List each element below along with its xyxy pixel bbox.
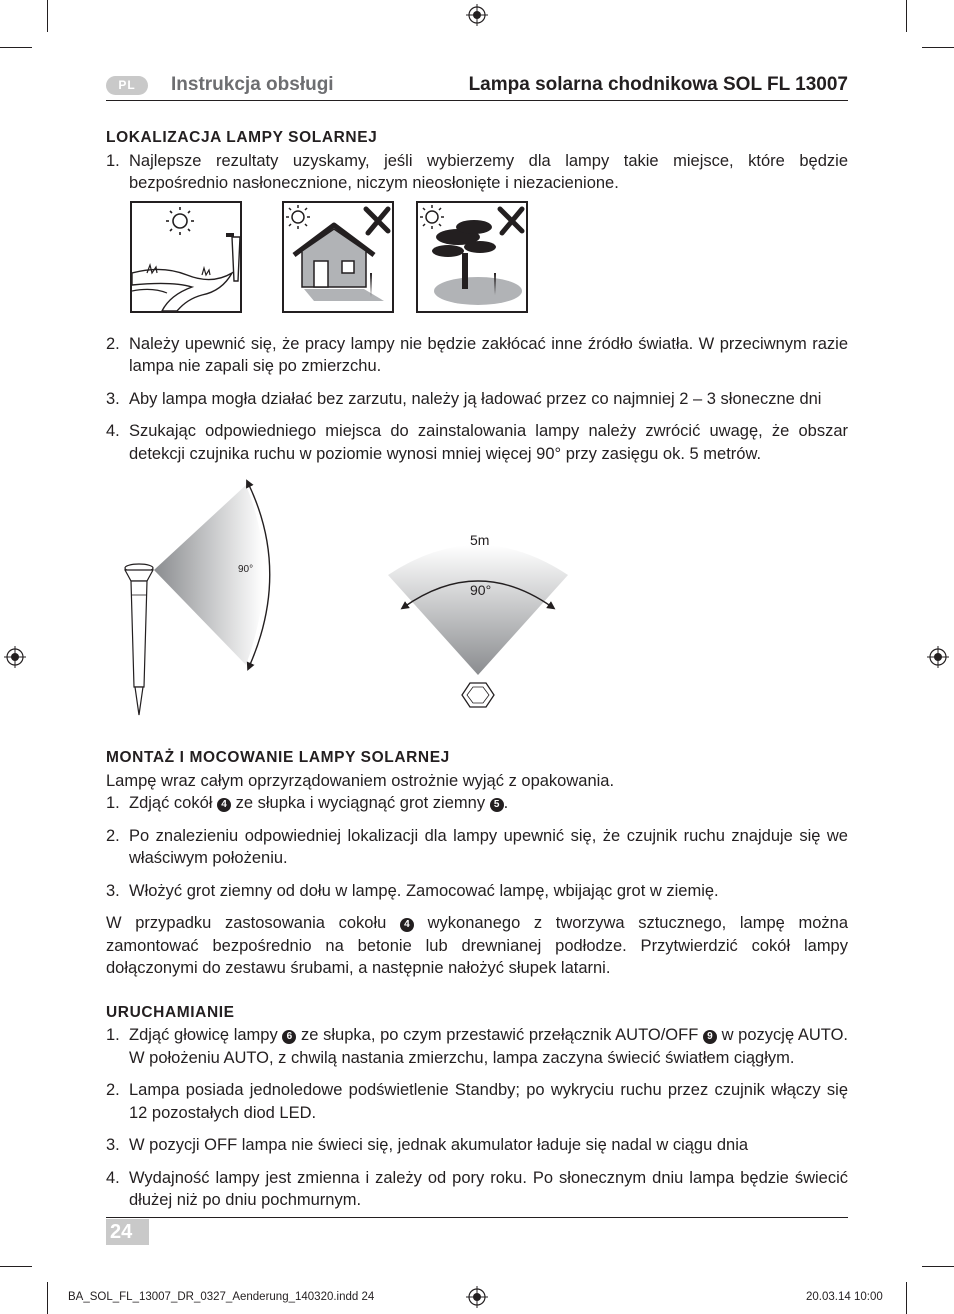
print-slug-timestamp: 20.03.14 10:00 (806, 1291, 883, 1303)
page-header (106, 72, 848, 101)
page-number: 24 (106, 1219, 149, 1245)
section-heading-mounting: MONTAŻ I MOCOWANIE LAMPY SOLARNEJ (106, 749, 450, 766)
house-icon (294, 225, 384, 301)
mounting-intro: Lampę wraz całym oprzyrządowaniem ostrożnie wyjąć z opakowania. (106, 771, 615, 790)
list-number: 1. (106, 794, 120, 812)
lamp-icon (226, 233, 240, 281)
list-number: 3. (106, 1136, 120, 1154)
section-heading-location: LOKALIZACJA LAMPY SOLARNEJ (106, 129, 378, 146)
lamp-side-icon (125, 564, 153, 715)
list-number: 4. (106, 1168, 120, 1187)
list-number: 3. (106, 389, 120, 408)
list-number: 1. (106, 151, 120, 170)
cross-icon (500, 209, 522, 233)
detection-diagram-svg (106, 475, 848, 737)
list-item (106, 1079, 848, 1124)
section-heading-startup: URUCHAMIANIE (106, 1003, 235, 1021)
tree-shade-image (416, 201, 528, 313)
list-text: Należy upewnić się, że pracy lampy nie będzie zakłócać inne źródło światła. W przeciwnym razie lampa nie zapali się po zmierzchu. (129, 334, 848, 375)
footer-rule (106, 1217, 848, 1218)
crop-mark (47, 1282, 48, 1314)
list-text: Wydajność lampy jest zmienna i zależy od pory roku. Po słonecznym dniu lampa będzie świecić dłużej niż po dniu pochmurnym. (129, 1168, 848, 1209)
house-shade-image (282, 201, 394, 313)
list-text: Po znalezieniu odpowiedniej lokalizacji dla lampy upewnić się, że czujnik ruchu znajduje się we właściwym położeniu. (129, 826, 848, 867)
registration-mark-icon (4, 646, 26, 668)
header-left-title: Instrukcja obsługi (171, 74, 334, 95)
sun-icon (286, 205, 310, 229)
registration-mark-icon (466, 4, 488, 26)
detection-area-diagram (106, 475, 848, 737)
crop-mark (0, 1266, 32, 1267)
list-item (106, 1024, 848, 1069)
part-number-badge: 9 (703, 1030, 717, 1044)
header-right-title: Lampa solarna chodnikowa SOL FL 13007 (468, 74, 848, 95)
list-number: 3. (106, 881, 120, 900)
sun-icon (420, 205, 444, 229)
top-detection-cone (388, 545, 568, 675)
list-text: w pozycję AUTO. W położeniu AUTO, z chwilą nastania zmierzchu, lampa zaczyna świecić światłem ciągłym. (129, 1026, 849, 1067)
crop-mark (906, 0, 907, 32)
registration-mark-icon (927, 646, 949, 668)
list-number: 1. (106, 1026, 120, 1044)
crop-mark (922, 1266, 954, 1267)
list-text: W pozycji OFF lampa nie świeci się, jednak akumulator ładuje się nadal w ciągu dnia (129, 1136, 749, 1154)
list-number: 2. (106, 826, 120, 845)
list-text: Aby lampa mogła działać bez zarzutu, należy ją ładować przez co najmniej 2 – 3 słoneczne dni (129, 389, 822, 408)
list-item (106, 150, 848, 195)
placement-illustrations (106, 201, 848, 313)
page-content (106, 127, 848, 1222)
list-text: . (503, 794, 509, 812)
cross-icon (366, 209, 388, 233)
good-placement-image (130, 201, 242, 313)
list-text: Najlepsze rezultaty uzyskamy, jeśli wybierzemy dla lampy takie miejsce, które będzie bezpośrednio nasłonecznione, niczym nieosłonięte i niezacienione. (129, 151, 848, 192)
paragraph-text: W przypadku zastosowania cokołu (106, 914, 400, 932)
list-text: Lampa posiada jednoledowe podświetlenie Standby; po wykryciu ruchu przez czujnik włączy się 12 pozostałych diod LED. (129, 1081, 848, 1122)
top-angle-label: 90° (470, 582, 492, 598)
list-item (106, 333, 848, 378)
list-text: Zdjąć głowicę lampy (129, 1026, 283, 1044)
part-number-badge: 4 (400, 918, 414, 932)
registration-mark-icon (466, 1286, 488, 1308)
part-number-badge: 5 (490, 798, 504, 812)
sun-icon (166, 207, 194, 235)
list-text: ze słupka i wyciągnąć grot ziemny (231, 794, 490, 812)
paragraph-text: wykonanego z tworzywa sztucznego, lampę można zamontować bezpośrednio na betonie lub drewnianej podłodze. Przytwierdzić cokół lampy dołączonymi do zestawu śrubami, a następnie nałożyć słupek latarni. (106, 914, 848, 977)
mounting-paragraph (106, 912, 848, 980)
list-item (106, 1134, 848, 1157)
list-item (106, 388, 848, 411)
list-number: 4. (106, 422, 120, 440)
list-text: ze słupka, po czym przestawić przełącznik AUTO/OFF (296, 1026, 703, 1044)
top-distance-label: 5m (470, 532, 490, 548)
list-number: 2. (106, 1081, 120, 1099)
part-number-badge: 6 (282, 1030, 296, 1044)
list-item (106, 420, 848, 465)
side-angle-label: 90° (238, 564, 254, 575)
list-item (106, 1167, 848, 1212)
list-item (106, 880, 848, 903)
language-badge: PL (106, 76, 148, 95)
print-slug-filename: BA_SOL_FL_13007_DR_0327_Aenderung_140320.indd 24 (68, 1291, 375, 1303)
list-number: 2. (106, 334, 120, 353)
list-item (106, 792, 848, 815)
list-text: Włożyć grot ziemny od dołu w lampę. Zamocować lampę, wbijając grot w ziemię. (129, 881, 719, 900)
list-text: Zdjąć cokół (129, 794, 218, 812)
crop-mark (906, 1282, 907, 1314)
crop-mark (0, 47, 32, 48)
list-text: Szukając odpowiedniego miejsca do zainstalowania lampy należy zwrócić uwagę, że obszar detekcji czujnika ruchu w poziomie wynosi mniej więcej 90° przy zasięgu ok. 5 metrów. (129, 422, 848, 463)
part-number-badge: 4 (217, 798, 231, 812)
list-item (106, 825, 848, 870)
crop-mark (47, 0, 48, 32)
crop-mark (922, 47, 954, 48)
